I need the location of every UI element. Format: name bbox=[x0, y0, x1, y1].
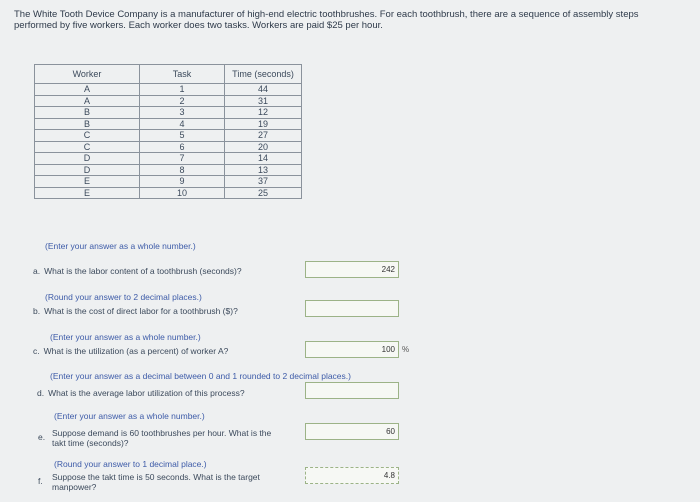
cell-task: 6 bbox=[140, 141, 225, 153]
cell-task: 8 bbox=[140, 164, 225, 176]
cell-time: 13 bbox=[225, 164, 302, 176]
cell-time: 14 bbox=[225, 153, 302, 165]
cell-task: 4 bbox=[140, 118, 225, 130]
cell-time: 37 bbox=[225, 176, 302, 188]
percent-unit: % bbox=[402, 345, 410, 354]
cell-worker: B bbox=[35, 107, 140, 119]
task-table bbox=[34, 64, 302, 199]
table-row bbox=[35, 153, 302, 165]
col-header-task: Task bbox=[140, 65, 225, 84]
cell-worker: B bbox=[35, 118, 140, 130]
answer-d-input[interactable] bbox=[305, 382, 399, 399]
question-b-label: b. bbox=[33, 306, 41, 316]
cell-time: 31 bbox=[225, 95, 302, 107]
cell-task: 9 bbox=[140, 176, 225, 188]
cell-worker: D bbox=[35, 153, 140, 165]
question-f-label: f. bbox=[38, 476, 43, 486]
cell-task: 10 bbox=[140, 187, 225, 199]
hint-f: (Round your answer to 1 decimal place.) bbox=[54, 459, 207, 469]
cell-time: 19 bbox=[225, 118, 302, 130]
answer-f-input[interactable]: 4.8 bbox=[305, 467, 399, 484]
question-b-text: What is the cost of direct labor for a toothbrush ($)? bbox=[44, 306, 238, 316]
cell-task: 2 bbox=[140, 95, 225, 107]
table-row bbox=[35, 187, 302, 199]
question-a-text: What is the labor content of a toothbrush (seconds)? bbox=[44, 266, 242, 276]
hint-b: (Round your answer to 2 decimal places.) bbox=[45, 292, 202, 302]
question-f-line2: manpower? bbox=[52, 482, 97, 492]
hint-d: (Enter your answer as a decimal between 0 and 1 rounded to 2 decimal places.) bbox=[50, 371, 351, 381]
question-d-text: What is the average labor utilization of this process? bbox=[48, 388, 245, 398]
problem-intro: The White Tooth Device Company is a manufacturer of high-end electric toothbrushes. For each toothbrush, there are a sequence of assembly steps performed by five workers. Each worker does two tasks. Workers are paid $25 per hour. bbox=[14, 9, 639, 31]
answer-b-input[interactable] bbox=[305, 300, 399, 317]
cell-worker: E bbox=[35, 176, 140, 188]
table-row bbox=[35, 84, 302, 96]
table-row bbox=[35, 164, 302, 176]
question-e bbox=[38, 428, 271, 448]
question-c-text: What is the utilization (as a percent) of worker A? bbox=[43, 346, 229, 356]
cell-time: 27 bbox=[225, 130, 302, 142]
question-f-line1: Suppose the takt time is 50 seconds. What is the target bbox=[52, 472, 260, 482]
cell-worker: C bbox=[35, 130, 140, 142]
table-row bbox=[35, 130, 302, 142]
cell-worker: E bbox=[35, 187, 140, 199]
question-a-label: a. bbox=[33, 266, 41, 276]
question-d-label: d. bbox=[37, 388, 45, 398]
cell-time: 44 bbox=[225, 84, 302, 96]
table-row bbox=[35, 141, 302, 153]
question-c bbox=[33, 346, 228, 356]
hint-e: (Enter your answer as a whole number.) bbox=[54, 411, 205, 421]
question-e-line1: Suppose demand is 60 toothbrushes per hour. What is the bbox=[52, 428, 272, 438]
cell-worker: A bbox=[35, 84, 140, 96]
question-f bbox=[38, 472, 260, 492]
question-d bbox=[37, 388, 245, 398]
cell-task: 3 bbox=[140, 107, 225, 119]
question-e-line2: takt time (seconds)? bbox=[52, 438, 129, 448]
cell-time: 20 bbox=[225, 141, 302, 153]
table-row bbox=[35, 118, 302, 130]
col-header-worker: Worker bbox=[35, 65, 140, 84]
table-row bbox=[35, 176, 302, 188]
answer-a-input[interactable]: 242 bbox=[305, 261, 399, 278]
question-c-label: c. bbox=[33, 346, 40, 356]
table-row bbox=[35, 95, 302, 107]
question-b bbox=[33, 306, 238, 316]
cell-task: 5 bbox=[140, 130, 225, 142]
question-a bbox=[33, 266, 242, 276]
cell-task: 1 bbox=[140, 84, 225, 96]
cell-time: 12 bbox=[225, 107, 302, 119]
cell-worker: C bbox=[35, 141, 140, 153]
hint-a: (Enter your answer as a whole number.) bbox=[45, 241, 196, 251]
answer-e-input[interactable]: 60 bbox=[305, 423, 399, 440]
cell-task: 7 bbox=[140, 153, 225, 165]
hint-c: (Enter your answer as a whole number.) bbox=[50, 332, 201, 342]
cell-time: 25 bbox=[225, 187, 302, 199]
cell-worker: A bbox=[35, 95, 140, 107]
answer-c-input[interactable]: 100 bbox=[305, 341, 399, 358]
col-header-time: Time (seconds) bbox=[225, 65, 302, 84]
table-row bbox=[35, 107, 302, 119]
table-header-row bbox=[35, 65, 302, 84]
question-e-label: e. bbox=[38, 432, 46, 442]
cell-worker: D bbox=[35, 164, 140, 176]
task-table-body bbox=[35, 84, 302, 199]
